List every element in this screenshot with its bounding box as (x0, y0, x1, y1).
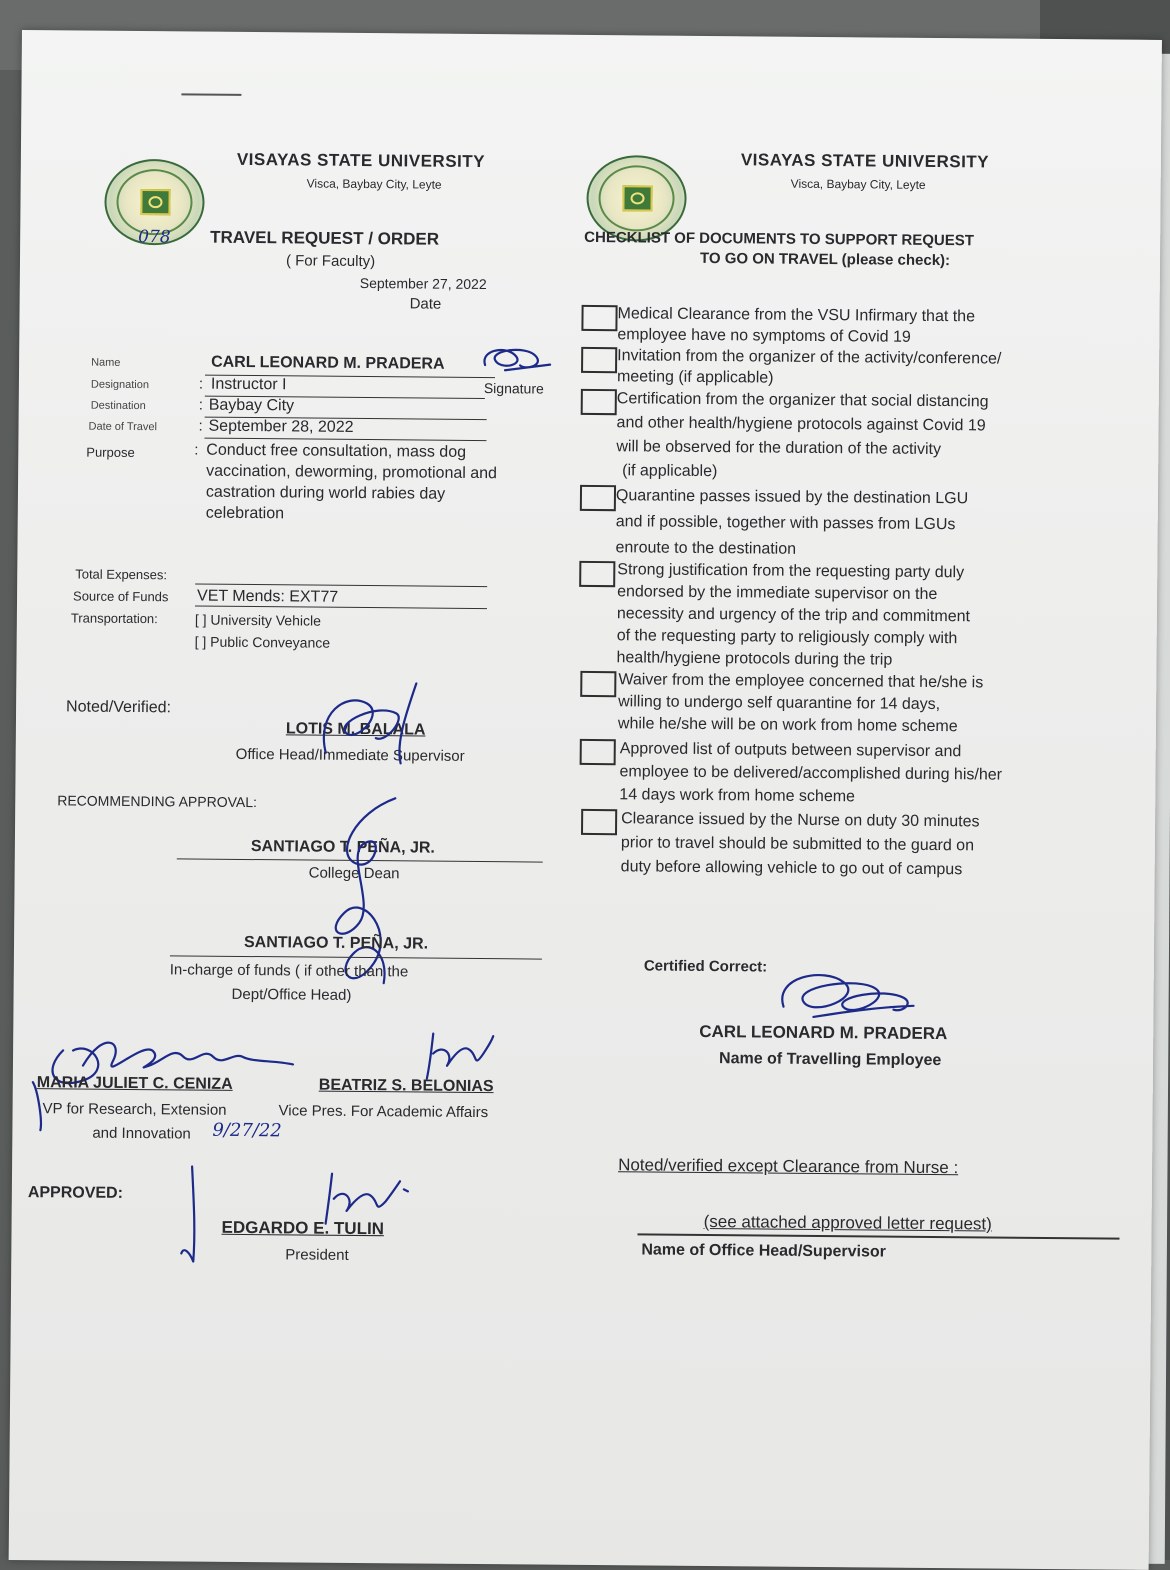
checkbox-quarantine-passes[interactable] (580, 485, 616, 511)
checklist-item-quarantine-passes: Quarantine passes issued by the destination LGU and if possible, together with passes from LGUs enroute to the destination (615, 487, 969, 558)
vp-research-role-2: and Innovation (92, 1124, 191, 1143)
purpose-label: Purpose (86, 444, 135, 460)
source-of-funds-value: VET Mends: EXT77 (196, 587, 339, 606)
pen-mark (181, 93, 241, 96)
source-of-funds-label: Source of Funds (72, 588, 169, 605)
office-head-underline (638, 1233, 1120, 1239)
office-head-label: Name of Office Head/Supervisor (641, 1241, 886, 1261)
vp-academic-signature (413, 1023, 514, 1084)
university-name-right: VISAYAS STATE UNIVERSITY (740, 150, 990, 172)
noted-role: Office Head/Immediate Supervisor (235, 745, 465, 765)
approved-label: APPROVED: (27, 1184, 124, 1202)
vp-research-name: MARIA JULIET C. CENIZA (36, 1074, 233, 1093)
request-date-label: Date (409, 295, 442, 313)
designation-label: Designation (90, 378, 150, 392)
funds-incharge-name: SANTIAGO T. PEÑA, JR. (243, 933, 429, 953)
total-expenses-label: Total Expenses: (75, 566, 168, 583)
checklist-item-strong-justification: Strong justification from the requesting party duly endorsed by the immediate supervisor on the necessity and urgency of the trip and commitment of the requesting party to religiously comply with health/hygiene protocols during the trip (616, 561, 971, 669)
vp-academic-role: Vice Pres. For Academic Affairs (278, 1102, 489, 1122)
date-of-travel-value: September 28, 2022 (208, 417, 354, 436)
total-expenses-underline (195, 584, 487, 588)
university-address-right: Visca, Baybay City, Leyte (790, 176, 926, 192)
vp-research-role-1: VP for Research, Extension (42, 1100, 227, 1119)
vp-research-handwritten-date: 9/27/22 (212, 1119, 282, 1142)
source-of-funds-underline (195, 606, 487, 610)
checkbox-nurse-clearance[interactable] (581, 809, 617, 835)
designation-colon: : (198, 375, 204, 393)
form-subtitle: ( For Faculty) (285, 252, 376, 271)
date-of-travel-label: Date of Travel (88, 420, 158, 434)
checkbox-waiver[interactable] (580, 671, 616, 697)
name-value: CARL LEONARD M. PRADERA (211, 353, 445, 373)
noted-except-clearance: Noted/verified except Clearance from Nurse : (618, 1155, 959, 1178)
travel-request-document (9, 30, 1162, 1570)
president-name: EDGARDO E. TULIN (221, 1217, 385, 1239)
checkbox-certification[interactable] (581, 389, 617, 415)
checkbox-strong-justification[interactable] (579, 561, 615, 587)
checklist-item-nurse-clearance: Clearance issued by the Nurse on duty 30 minutes prior to travel should be submitted to the guard on duty before allowing vehicle to go out of campus (620, 810, 980, 879)
transportation-label: Transportation: (70, 610, 158, 627)
designation-value: Instructor I (210, 375, 287, 394)
checklist-item-invitation: Invitation from the organizer of the activity/conference/ meeting (if applicable) (616, 347, 1002, 387)
approved-initial-mark (171, 1161, 222, 1271)
checklist-item-approved-outputs: Approved list of outputs between supervisor and employee to be delivered/accomplished during his/her 14 days work from home scheme (619, 740, 1003, 806)
funds-incharge-role-1: In-charge of funds ( if other than the (169, 961, 409, 981)
checkbox-invitation[interactable] (581, 347, 617, 373)
form-title: TRAVEL REQUEST / ORDER (210, 227, 440, 249)
noted-verified-label: Noted/Verified: (66, 698, 172, 717)
handwritten-number: 078 (138, 227, 171, 248)
purpose-colon: : (194, 441, 199, 459)
name-label: Name (91, 356, 121, 369)
checklist-item-certification: Certification from the organizer that social distancing and other health/hygiene protocols against Covid 19 will be observed for the duration of the activity (if applicable) (616, 390, 989, 481)
checklist-title-1: CHECKLIST OF DOCUMENTS TO SUPPORT REQUEST (584, 228, 975, 250)
attached-letter-note: (see attached approved letter request) (703, 1211, 992, 1234)
request-date-value: September 27, 2022 (359, 274, 487, 293)
checkbox-medical-clearance[interactable] (581, 305, 617, 331)
dean-role: College Dean (308, 864, 400, 883)
noted-signature (306, 673, 447, 774)
certified-employee-role: Name of Travelling Employee (718, 1050, 942, 1070)
checklist-item-waiver: Waiver from the employee concerned that he/she is willing to undergo self quarantine for 14 days, while he/she will be on work from home scheme (617, 671, 984, 736)
destination-value: Baybay City (208, 396, 295, 415)
destination-colon: : (198, 396, 203, 414)
noted-name: LOTIS M. BALALA (285, 720, 426, 739)
date-of-travel-colon: : (198, 417, 203, 435)
name-field-signature (475, 340, 555, 381)
president-role: President (285, 1246, 349, 1264)
purpose-text: Conduct free consultation, mass dog vaccination, deworming, promotional and castration during world rabies day celebration (205, 441, 498, 523)
checklist-item-medical-clearance: Medical Clearance from the VSU Infirmary that the employee have no symptoms of Covid 19 (617, 305, 976, 346)
destination-label: Destination (90, 399, 146, 413)
checklist-title-2: TO GO ON TRAVEL (please check): (699, 249, 951, 270)
university-address-left: Visca, Baybay City, Leyte (306, 176, 442, 192)
checkbox-approved-outputs[interactable] (580, 739, 616, 765)
vp-academic-name: BEATRIZ S. BELONIAS (318, 1076, 494, 1096)
signature-label: Signature (483, 380, 544, 397)
certified-correct-label: Certified Correct: (643, 957, 768, 976)
transport-option-university: [ ] University Vehicle (194, 611, 321, 629)
transport-option-public: [ ] Public Conveyance (194, 633, 331, 651)
recommending-approval-label: RECOMMENDING APPROVAL: (57, 792, 258, 811)
university-name-left: VISAYAS STATE UNIVERSITY (236, 149, 486, 172)
dean-name: SANTIAGO T. PEÑA, JR. (250, 838, 435, 857)
funds-incharge-role-2: Dept/Office Head) (231, 985, 352, 1004)
certified-employee-name: CARL LEONARD M. PRADERA (699, 1021, 948, 1044)
